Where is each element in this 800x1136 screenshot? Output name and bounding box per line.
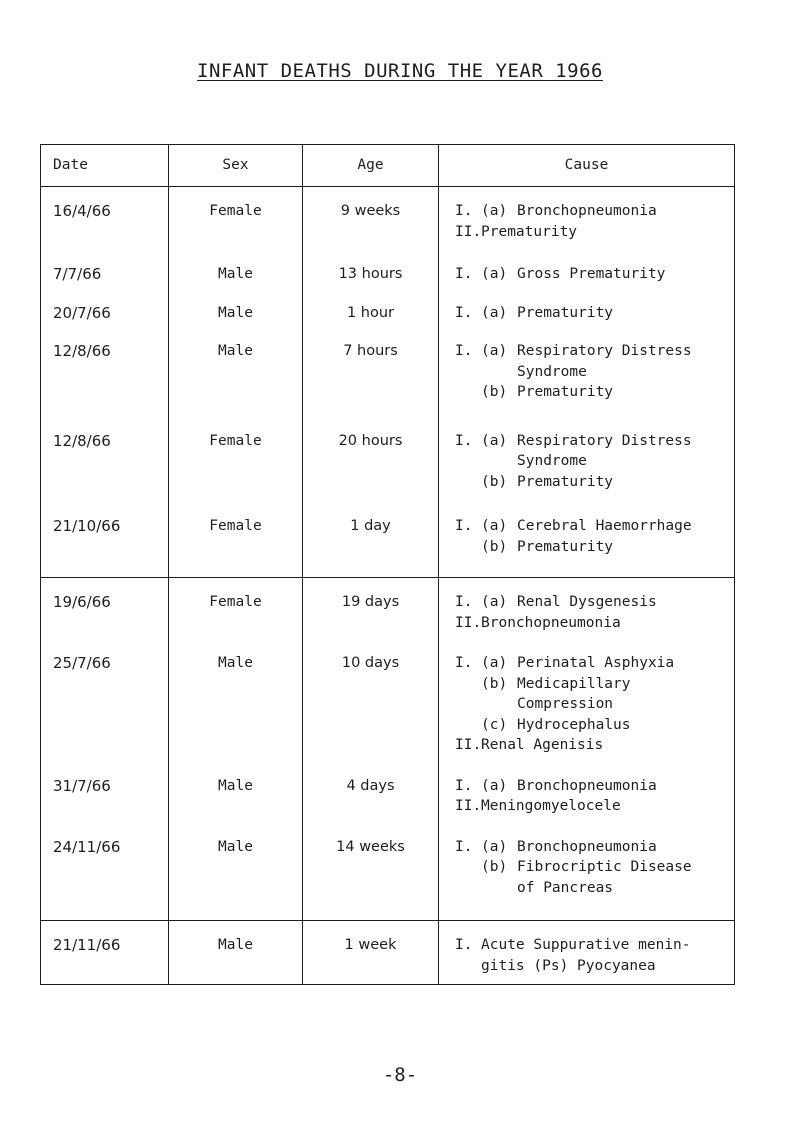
cause-text: of Pancreas [517, 879, 614, 896]
cause-part-number [455, 715, 481, 736]
cause-sub-letter: (a) [481, 594, 508, 610]
cause-text: Bronchopneumonia [481, 614, 621, 631]
table-row [41, 187, 735, 265]
cause-sub-letter: (b) [481, 473, 508, 490]
column-header-date: Date [41, 145, 169, 187]
infant-deaths-table [40, 144, 735, 985]
cause-part-number [455, 451, 481, 472]
sex-cell: Male [169, 837, 303, 921]
cause-line [455, 935, 734, 956]
cause-sub-letter: (a) [481, 304, 508, 321]
cause-line [455, 537, 734, 558]
table-row [41, 341, 735, 431]
date-cell: 19/6/66 [41, 578, 169, 654]
date-cell: 7/7/66 [41, 264, 169, 303]
cause-line [455, 878, 734, 899]
cause-cell [439, 921, 735, 985]
cause-part-number: II. [455, 798, 482, 814]
cause-part-number [455, 694, 481, 715]
table-row [41, 431, 735, 517]
cause-cell [439, 776, 735, 837]
cause-text: Gross Prematurity [517, 266, 666, 282]
cause-line [455, 516, 734, 537]
cause-line [455, 857, 734, 878]
cause-cell [439, 187, 735, 265]
cause-sub-letter: (b) [481, 538, 508, 555]
cause-part-number [455, 382, 481, 403]
date-cell: 20/7/66 [41, 303, 169, 342]
age-cell: 19 days [303, 578, 439, 654]
cause-text: Compression [517, 696, 614, 712]
cause-part-number [455, 878, 481, 899]
cause-text: Bronchopneumonia [517, 203, 657, 219]
date-cell: 12/8/66 [41, 341, 169, 431]
age-cell: 7 hours [303, 341, 439, 431]
sex-cell: Male [169, 264, 303, 303]
cause-sub-letter: (b) [481, 675, 508, 692]
table-header-row [41, 145, 735, 187]
cause-part-number [455, 362, 481, 383]
cause-cell [439, 653, 735, 776]
age-cell: 1 hour [303, 303, 439, 342]
cause-line [455, 674, 734, 695]
column-header-age: Age [303, 145, 439, 187]
table-body [41, 187, 735, 985]
table-row [41, 264, 735, 303]
cause-line [455, 362, 734, 383]
cause-cell [439, 341, 735, 431]
cause-text: Respiratory Distress [517, 343, 692, 359]
cause-sub-letter: (a) [481, 432, 508, 449]
cause-cell [439, 303, 735, 342]
cause-text: Fibrocriptic Disease [517, 859, 692, 875]
cause-line [455, 796, 734, 817]
cause-part-number: I. [455, 937, 473, 953]
cause-line [455, 613, 734, 634]
cause-text: Renal Dysgenesis [517, 594, 657, 610]
date-cell: 21/10/66 [41, 516, 169, 578]
age-cell: 4 days [303, 776, 439, 837]
age-cell: 9 weeks [303, 187, 439, 265]
cause-sub-letter [481, 878, 517, 899]
cause-part-number [455, 537, 481, 558]
sex-cell: Male [169, 921, 303, 985]
sex-cell: Male [169, 776, 303, 837]
cause-sub-letter: (b) [481, 384, 508, 400]
date-cell: 21/11/66 [41, 921, 169, 985]
cause-part-number: I. [455, 203, 473, 219]
date-cell: 31/7/66 [41, 776, 169, 837]
cause-part-number [455, 857, 481, 878]
cause-line [455, 956, 734, 977]
column-header-sex: Sex [169, 145, 303, 187]
date-cell: 25/7/66 [41, 653, 169, 776]
sex-cell: Female [169, 187, 303, 265]
age-cell: 14 weeks [303, 837, 439, 921]
cause-sub-letter: (a) [481, 203, 508, 219]
age-cell: 1 week [303, 921, 439, 985]
table-row [41, 303, 735, 342]
sex-cell: Female [169, 516, 303, 578]
cause-sub-letter: (a) [481, 518, 508, 534]
cause-text: Cerebral Haemorrhage [517, 518, 692, 534]
cause-part-number: I. [455, 777, 473, 794]
cause-line [455, 341, 734, 362]
sex-cell: Male [169, 653, 303, 776]
column-header-cause: Cause [439, 145, 735, 187]
date-cell: 16/4/66 [41, 187, 169, 265]
cause-part-number: I. [455, 343, 473, 359]
cause-text: Syndrome [517, 453, 587, 469]
page-title [0, 60, 800, 82]
cause-line [455, 201, 734, 222]
cause-line [455, 431, 734, 452]
cause-part-number [455, 472, 481, 493]
table-row [41, 578, 735, 654]
cause-sub-letter: (a) [481, 343, 508, 359]
cause-text: Prematurity [517, 538, 614, 555]
cause-sub-letter: (b) [481, 859, 508, 875]
cause-line [455, 715, 734, 736]
age-cell: 13 hours [303, 264, 439, 303]
cause-line [455, 382, 734, 403]
cause-line [455, 303, 734, 324]
cause-text: Prematurity [481, 223, 578, 240]
table-row [41, 516, 735, 578]
cause-part-number: II. [455, 614, 482, 631]
cause-text: Bronchopneumonia [517, 777, 657, 794]
cause-sub-letter: (c) [481, 716, 508, 733]
table-row [41, 921, 735, 985]
cause-part-number: I. [455, 304, 473, 321]
date-cell: 12/8/66 [41, 431, 169, 517]
cause-text: Prematurity [517, 473, 614, 490]
cause-text: Respiratory Distress [517, 432, 692, 449]
cause-cell [439, 264, 735, 303]
table-row [41, 837, 735, 921]
cause-part-number: I. [455, 266, 473, 282]
cause-part-number: II. [455, 223, 482, 240]
cause-line [455, 653, 734, 674]
sex-cell: Female [169, 431, 303, 517]
cause-text: Perinatal Asphyxia [517, 655, 675, 671]
cause-text: Renal Agenisis [481, 737, 604, 753]
cause-part-number: I. [455, 432, 473, 449]
cause-line [455, 694, 734, 715]
page-number: -8- [382, 1064, 418, 1086]
cause-sub-letter: (a) [481, 777, 508, 794]
cause-line [455, 776, 734, 797]
page-title-text: INFANT DEATHS DURING THE YEAR 1966 [197, 60, 603, 82]
sex-cell: Male [169, 341, 303, 431]
age-cell: 10 days [303, 653, 439, 776]
cause-sub-letter [481, 362, 517, 383]
age-cell: 20 hours [303, 431, 439, 517]
cause-text: gitis (Ps) Pyocyanea [481, 957, 656, 974]
cause-part-number [455, 674, 481, 695]
cause-part-number: I. [455, 518, 473, 534]
cause-sub-letter [481, 694, 517, 715]
date-cell: 24/11/66 [41, 837, 169, 921]
cause-line [455, 472, 734, 493]
cause-line [455, 264, 734, 285]
cause-text: Meningomyelocele [481, 798, 621, 814]
cause-line [455, 222, 734, 243]
cause-sub-letter: (a) [481, 655, 508, 671]
cause-part-number: I. [455, 655, 473, 671]
cause-cell [439, 431, 735, 517]
cause-line [455, 451, 734, 472]
cause-text: Medicapillary [517, 675, 631, 692]
cause-part-number: I. [455, 594, 473, 610]
cause-text: Prematurity [517, 384, 614, 400]
table-row [41, 653, 735, 776]
cause-line [455, 592, 734, 613]
cause-text: Syndrome [517, 363, 587, 380]
cause-cell [439, 837, 735, 921]
age-cell: 1 day [303, 516, 439, 578]
cause-part-number: I. [455, 838, 473, 855]
cause-text: Bronchopneumonia [517, 838, 657, 855]
cause-part-number: II. [455, 737, 482, 753]
sex-cell: Male [169, 303, 303, 342]
cause-text: Hydrocephalus [517, 716, 631, 733]
cause-line [455, 837, 734, 858]
cause-line [455, 735, 734, 756]
cause-part-number [455, 956, 481, 977]
table-row [41, 776, 735, 837]
cause-text: Prematurity [517, 304, 614, 321]
cause-text: Acute Suppurative menin- [481, 937, 691, 953]
cause-cell [439, 516, 735, 578]
sex-cell: Female [169, 578, 303, 654]
cause-sub-letter: (a) [481, 838, 508, 855]
cause-cell [439, 578, 735, 654]
cause-sub-letter: (a) [481, 266, 508, 282]
cause-sub-letter [481, 451, 517, 472]
